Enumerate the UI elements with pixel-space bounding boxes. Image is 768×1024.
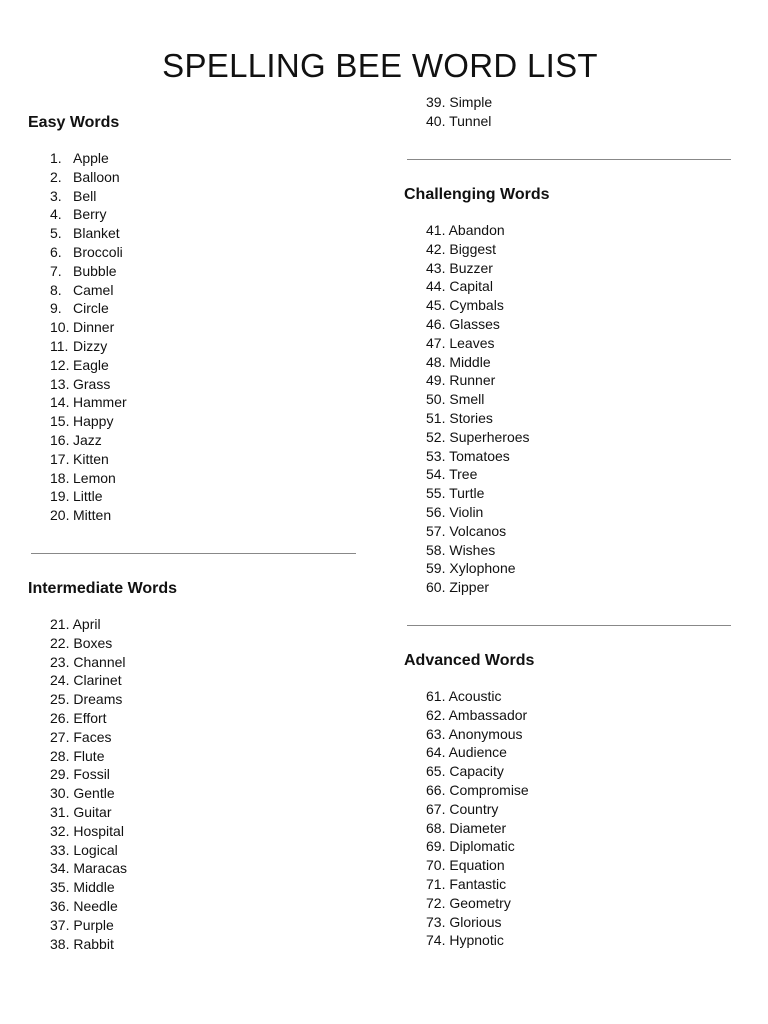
word-number: 49. [426,372,446,389]
word-list-item [50,784,127,803]
word-text: Glorious [449,913,502,930]
word-text: Rabbit [73,935,114,952]
challenging-words-list [426,221,530,597]
word-list-item [50,671,127,690]
intermediate-words-heading: Intermediate Words [28,580,178,597]
word-text: Smell [449,391,485,408]
word-number: 44. [426,278,446,295]
word-text: Boxes [73,634,113,651]
word-text: Geometry [449,894,511,911]
word-number: 52. [426,428,446,445]
word-list-item [426,578,530,597]
word-number: 39. [426,94,446,110]
section-divider [407,159,731,160]
word-number: 71. [426,875,446,892]
word-list-item [426,371,530,390]
word-number: 62. [426,706,446,723]
word-text: Circle [73,300,109,317]
word-number: 14. [50,394,70,411]
section-divider [31,553,356,554]
word-number: 72. [426,894,446,911]
word-text: Leaves [449,334,495,351]
word-list-item [50,431,127,450]
word-list-item [50,747,127,766]
word-number: 45. [426,297,446,314]
word-text: Blanket [73,225,120,242]
word-number: 70. [426,857,446,874]
word-text: Channel [73,653,126,670]
word-list-item [50,822,127,841]
word-text: Faces [73,728,112,745]
advanced-words-list [426,687,529,950]
word-number: 28. [50,747,70,764]
word-list-item [50,841,127,860]
challenging-words-heading: Challenging Words [404,186,550,203]
word-number: 67. [426,800,446,817]
word-number: 64. [426,744,446,761]
word-text: Volcanos [449,522,507,539]
word-list-item [426,428,530,447]
word-text: Hammer [73,394,127,411]
word-number: 38. [50,935,70,952]
word-list-item [50,262,127,281]
word-number: 54. [426,466,446,483]
word-number: 57. [426,522,446,539]
word-text: Audience [448,744,507,761]
word-text: Jazz [73,431,102,448]
word-list-item [50,897,127,916]
word-text: Glasses [449,315,500,332]
word-list-item [426,875,529,894]
word-text: Dizzy [73,337,108,354]
word-number: 73. [426,913,446,930]
word-list-item [426,334,530,353]
word-number: 26. [50,709,70,726]
word-text: Purple [73,916,114,933]
word-text: Acoustic [448,688,502,704]
word-number: 33. [50,841,70,858]
word-text: Turtle [449,485,485,502]
word-text: Little [73,488,103,505]
word-text: Middle [449,353,491,370]
word-list-item [426,221,530,240]
word-list-item [50,281,127,300]
word-list-item [426,800,529,819]
word-list-item [50,168,127,187]
word-text: Biggest [449,240,497,257]
word-number: 68. [426,819,446,836]
word-number: 74. [426,932,446,949]
word-list-item [426,315,530,334]
word-list-item [50,224,127,243]
word-number: 43. [426,259,446,276]
word-number: 37. [50,916,70,933]
word-list-item [426,112,492,131]
word-text: Bubble [73,262,117,279]
word-number: 55. [426,485,446,502]
intermediate-words-list [50,615,127,953]
word-number: 7. [50,262,62,279]
word-list-item [426,465,530,484]
word-text: Violin [449,503,484,520]
word-text: Happy [73,413,114,430]
word-number: 50. [426,391,446,408]
word-list-item [426,93,492,112]
word-list-item [50,299,127,318]
word-text: Eagle [73,356,109,373]
word-number: 56. [426,503,446,520]
word-number: 19. [50,488,70,505]
word-number: 34. [50,860,70,877]
word-text: Diplomatic [449,838,515,855]
word-number: 46. [426,315,446,332]
word-number: 61. [426,688,446,704]
word-text: Wishes [449,541,496,558]
word-list-item [50,450,127,469]
word-number: 2. [50,168,62,185]
word-number: 10. [50,319,70,336]
word-list-item [50,859,127,878]
word-number: 63. [426,725,446,742]
word-text: Bell [73,187,97,204]
word-list-item [426,522,530,541]
word-text: Apple [73,150,109,166]
word-number: 59. [426,560,446,577]
word-text: Berry [73,206,107,223]
word-number: 22. [50,634,70,651]
word-number: 48. [426,353,446,370]
word-list-item [50,337,127,356]
word-list-item [50,243,127,262]
word-text: Flute [73,747,105,764]
word-text: Compromise [449,781,529,798]
word-text: Buzzer [449,259,493,276]
word-list-item [426,913,529,932]
word-text: Abandon [448,222,505,238]
word-number: 69. [426,838,446,855]
word-list-item [50,375,127,394]
word-list-item [50,709,127,728]
word-list-item [50,935,127,954]
word-list-item [50,916,127,935]
word-list-item [426,484,530,503]
word-text: Lemon [73,469,116,486]
word-text: Hypnotic [449,932,504,949]
word-number: 36. [50,897,70,914]
word-number: 47. [426,334,446,351]
word-list-item [50,487,127,506]
word-number: 9. [50,300,62,317]
word-list-item [426,856,529,875]
word-text: Hospital [73,822,124,839]
word-number: 12. [50,356,70,373]
word-list-item [426,390,530,409]
word-text: Dreams [73,691,123,708]
word-list-item [426,743,529,762]
word-text: Capacity [449,763,504,780]
word-number: 5. [50,225,62,242]
word-list-item [50,469,127,488]
word-list-item [50,634,127,653]
word-text: Gentle [73,785,115,802]
word-list-item [426,240,530,259]
word-number: 15. [50,413,70,430]
word-text: Anonymous [448,725,523,742]
word-text: Stories [449,409,493,426]
word-text: Maracas [73,860,128,877]
word-list-item [426,687,529,706]
word-list-item [426,296,530,315]
easy-words-list [50,149,127,525]
word-text: Fantastic [449,875,507,892]
word-text: Camel [73,281,114,298]
word-number: 53. [426,447,446,464]
word-text: Dinner [73,319,115,336]
word-list-item [426,409,530,428]
word-list-item [50,653,127,672]
word-text: Kitten [73,450,109,467]
word-list-item [50,356,127,375]
section-divider [407,625,731,626]
word-text: Middle [73,879,115,896]
word-list-item [50,187,127,206]
word-list-item [426,837,529,856]
word-text: Balloon [73,168,120,185]
word-list-item [426,706,529,725]
word-number: 42. [426,240,446,257]
word-list-item [50,205,127,224]
word-text: Ambassador [448,706,528,723]
word-text: Needle [73,897,118,914]
word-text: Simple [449,94,493,110]
document-title: SPELLING BEE WORD LIST [162,47,598,84]
word-number: 20. [50,507,70,524]
word-list-item [50,506,127,525]
word-list-item [426,541,530,560]
word-list-item [426,353,530,372]
word-list-item [426,894,529,913]
word-list-item [50,615,127,634]
word-text: Xylophone [449,560,516,577]
word-number: 30. [50,785,70,802]
word-text: Runner [449,372,496,389]
word-number: 32. [50,822,70,839]
word-list-item [50,878,127,897]
word-list-item [50,803,127,822]
word-list-item [426,503,530,522]
word-text: Tomatoes [449,447,510,464]
word-text: Country [449,800,499,817]
word-number: 16. [50,431,70,448]
word-number: 11. [50,337,69,354]
word-number: 58. [426,541,446,558]
word-list-item [50,728,127,747]
word-number: 35. [50,879,70,896]
word-text: Guitar [73,803,112,820]
word-text: Grass [73,375,111,392]
word-number: 6. [50,243,62,260]
word-number: 23. [50,653,70,670]
word-text: April [72,616,101,632]
word-text: Capital [449,278,493,295]
word-text: Equation [449,857,505,874]
word-number: 66. [426,781,446,798]
word-number: 60. [426,579,446,596]
advanced-words-heading: Advanced Words [404,652,535,669]
word-number: 65. [426,763,446,780]
word-list-item [426,781,529,800]
word-number: 21. [50,616,70,632]
word-number: 25. [50,691,70,708]
word-text: Superheroes [449,428,530,445]
word-list-item [426,762,529,781]
word-number: 17. [50,450,70,467]
word-text: Diameter [449,819,507,836]
word-list-item [50,318,127,337]
word-text: Cymbals [449,297,504,314]
word-number: 29. [50,766,70,783]
word-list-item [426,819,529,838]
easy-words-heading: Easy Words [28,114,120,131]
word-list-item [50,393,127,412]
word-number: 31. [50,803,70,820]
word-list-item [426,259,530,278]
word-list-item [50,149,127,168]
word-text: Broccoli [73,243,123,260]
word-list-item [426,931,529,950]
word-list-item [426,447,530,466]
word-number: 8. [50,281,62,298]
word-number: 40. [426,112,446,129]
word-number: 27. [50,728,70,745]
word-number: 4. [50,206,62,223]
word-list-item [50,412,127,431]
word-number: 18. [50,469,70,486]
word-text: Clarinet [73,672,122,689]
word-list-item [426,725,529,744]
word-text: Tunnel [449,112,492,129]
word-number: 41. [426,222,446,238]
word-number: 13. [50,375,70,392]
word-number: 3. [50,187,62,204]
word-number: 51. [426,409,446,426]
word-text: Logical [73,841,118,858]
word-list-item [426,559,530,578]
word-text: Fossil [73,766,110,783]
word-list-item [50,765,127,784]
intermediate-words-continued-list [426,93,492,131]
word-list-item [426,277,530,296]
word-text: Mitten [73,507,112,524]
word-text: Zipper [449,579,490,596]
word-text: Tree [449,466,478,483]
word-list-item [50,690,127,709]
word-number: 24. [50,672,70,689]
word-number: 1. [50,150,62,166]
word-text: Effort [73,709,107,726]
